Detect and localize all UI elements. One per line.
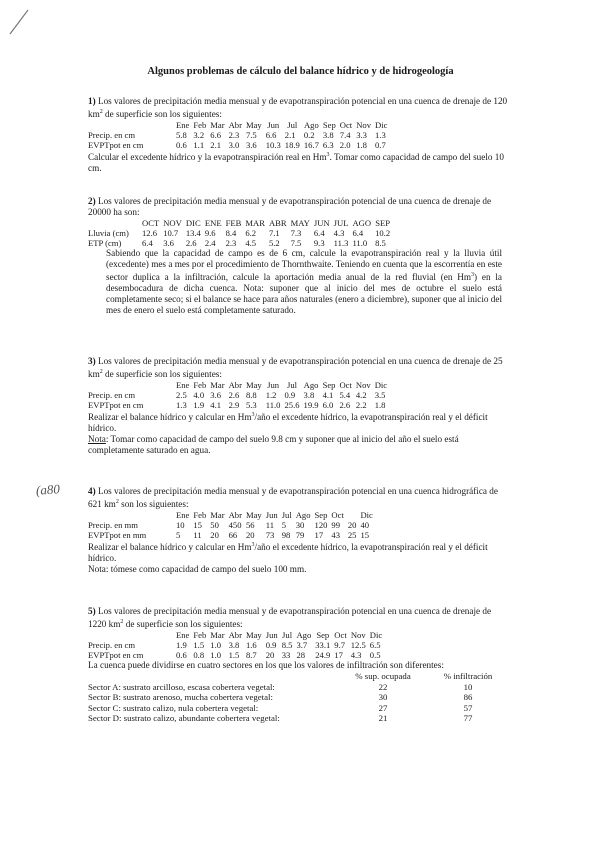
pen-stroke-mark (6, 6, 36, 36)
problem-3-intro: 3) Los valores de precipitación media mensual y de evapotranspiración potencial en una cuenca de drenaje de 25 $km^2$ de superficie son los siguientes: (88, 356, 503, 380)
sector-row: Sector C: sustrato calizo, nula cobertera vegetal: 27 57 (88, 702, 473, 713)
sectors-table (88, 671, 508, 724)
problem-2-body: Sabiendo que la capacidad de campo es de 6 cm, calcule la evapotranspiración real y la lluvia útil (excedente) mes a mes por el procedimiento de Thornthwaite. Teniendo en cuenta que la escorrentía en este sector duplica a la infiltración, calcule la aportación media anual de la red fluvial (en Hm$^3$) en la desembocadura de dicha cuenca. Nota: suponer que al inicio del mes de octubre el suelo está completamente seco; si el balance se hace para años naturales (enero a diciembre), suponer que al inicio del mes de enero el suelo está completamente saturado. (106, 248, 502, 316)
problem-1-intro: 1) Los valores de precipitación media mensual y de evapotranspiración potencial en una cuenca de drenaje de 120 $km^2$ de superficie son los siguientes: (88, 96, 508, 120)
sector-row: Sector D: sustrato calizo, abundante cobertera vegetal: 21 77 (88, 713, 473, 724)
lluvia-row: Lluvia (cm) 12.6 10.7 13.4 9.6 8.4 6.2 7.1 7.3 6.4 4.3 6.4 10.2 (88, 228, 391, 238)
months-header-row: Ene Feb Mar Abr May Jun Jul Ago Sep Oct Nov Dic (176, 630, 383, 641)
handwritten-margin-note: (a80 (35, 481, 61, 498)
months-header-row: OCT NOV DIC ENE FEB MAR ABR MAY JUN JUL AGO SEP (142, 218, 390, 228)
evpt-row: EVPTpot en mm 5 11 20 66 20 73 98 79 17 43 25 15 (88, 530, 370, 541)
problem-4-question: Realizar el balance hídrico y calcular en Hm$^3$/año el excedente hídrico, la evapotranspiración real y el déficit hídrico. (88, 542, 488, 564)
problem-4-table (88, 510, 375, 540)
months-header-row: Ene Feb Mar Abr May Jun Jul Ago Sep Oct Nov Dic (176, 380, 388, 391)
sector-row: Sector B: sustrato arenoso, mucha cobertera vegetal: 30 86 (88, 692, 473, 703)
problem-2-intro: 2) Los valores de precipitación media mensual y de evapotranspiración potencial de una cuenca de drenaje de 20000 ha son: (88, 196, 492, 217)
problem-1 (88, 96, 508, 174)
evpt-row: EVPTpot en cm 1.3 1.9 4.1 2.9 5.3 11.0 25.6 19.9 6.0 2.6 2.2 1.8 (88, 400, 386, 411)
problem-4 (88, 486, 508, 575)
evpt-row: EVPTpot en cm 0.6 1.1 2.1 3.0 3.6 10.3 18.9 16.7 6.3 2.0 1.8 0.7 (88, 140, 386, 151)
problem-2 (88, 196, 508, 316)
problem-3 (88, 356, 508, 456)
problem-1-table (88, 120, 389, 150)
sector-row: Sector A: sustrato arcilloso, escasa cobertera vegetal: 22 10 (88, 681, 473, 692)
problem-2-table (88, 218, 392, 248)
problem-3-question: Realizar el balance hídrico y calcular en Hm$^3$/año el excedente hídrico, la evapotranspiración real y el déficit hídrico. (88, 412, 488, 434)
sectors-header-row: % sup. ocupada % infiltración (355, 671, 493, 682)
precip-row: Precip. en cm 1.9 1.5 1.0 3.8 1.6 0.9 8.5 3.7 33.1 9.7 12.5 6.5 (88, 640, 381, 651)
problem-5 (88, 606, 508, 724)
precip-row: Precip. en cm 5.8 3.2 6.6 2.3 7.5 6.6 2.1 0.2 3.8 7.4 3.3 1.3 (88, 130, 386, 141)
evpt-row: EVPTpot en cm 0.6 0.8 1.0 1.5 8.7 20 33 28 24.9 17 4.3 0.5 (88, 650, 381, 661)
precip-row: Precip. en cm 2.5 4.0 3.6 2.6 8.8 1.2 0.9 3.8 4.1 5.4 4.2 3.5 (88, 390, 386, 401)
problem-1-question: Calcular el excedente hídrico y la evapotranspiración real en Hm$^3$. Tomar como capacidad de campo del suelo 10 cm. (88, 152, 504, 174)
document-title: Algunos problemas de cálculo del balance hídrico y de hidrogeología (147, 66, 454, 77)
problem-5-table (88, 630, 384, 660)
problem-4-note: Nota: tómese como capacidad de campo del suelo 100 mm. (88, 564, 307, 575)
problem-3-note: Nota: Tomar como capacidad de campo del suelo 9.8 cm y suponer que al inicio del año el suelo está completamente saturado en agua. (88, 434, 459, 456)
precip-row: Precip. en mm 10 15 50 450 56 11 5 30 120 99 20 40 (88, 520, 370, 531)
problem-5-intro: 5) Los valores de precipitación media mensual y de evapotranspiración potencial en una cuenca de drenaje de 1220 $km^2$ de superficie son los siguientes: (88, 606, 492, 630)
problem-3-table (88, 380, 389, 410)
months-header-row: Ene Feb Mar Abr May Jun Jul Ago Sep Oct Nov Dic (176, 120, 388, 131)
problem-4-intro: 4) Los valores de precipitación media mensual y de evapotranspiración potencial en una cuenca hidrográfica de 621 $km^2$ son los siguientes: (88, 486, 498, 510)
problem-5-sectors-intro: La cuenca puede dividirse en cuatro sectores en los que los valores de infiltración son diferentes: (88, 660, 444, 671)
months-header-row: Ene Feb Mar Abr May Jun Jul Ago Sep Oct Dic (176, 510, 373, 521)
etp-row: ETP (cm) 6.4 3.6 2.6 2.4 2.3 4.5 5.2 7.5 9.3 11.3 11.0 8.5 (88, 238, 386, 248)
